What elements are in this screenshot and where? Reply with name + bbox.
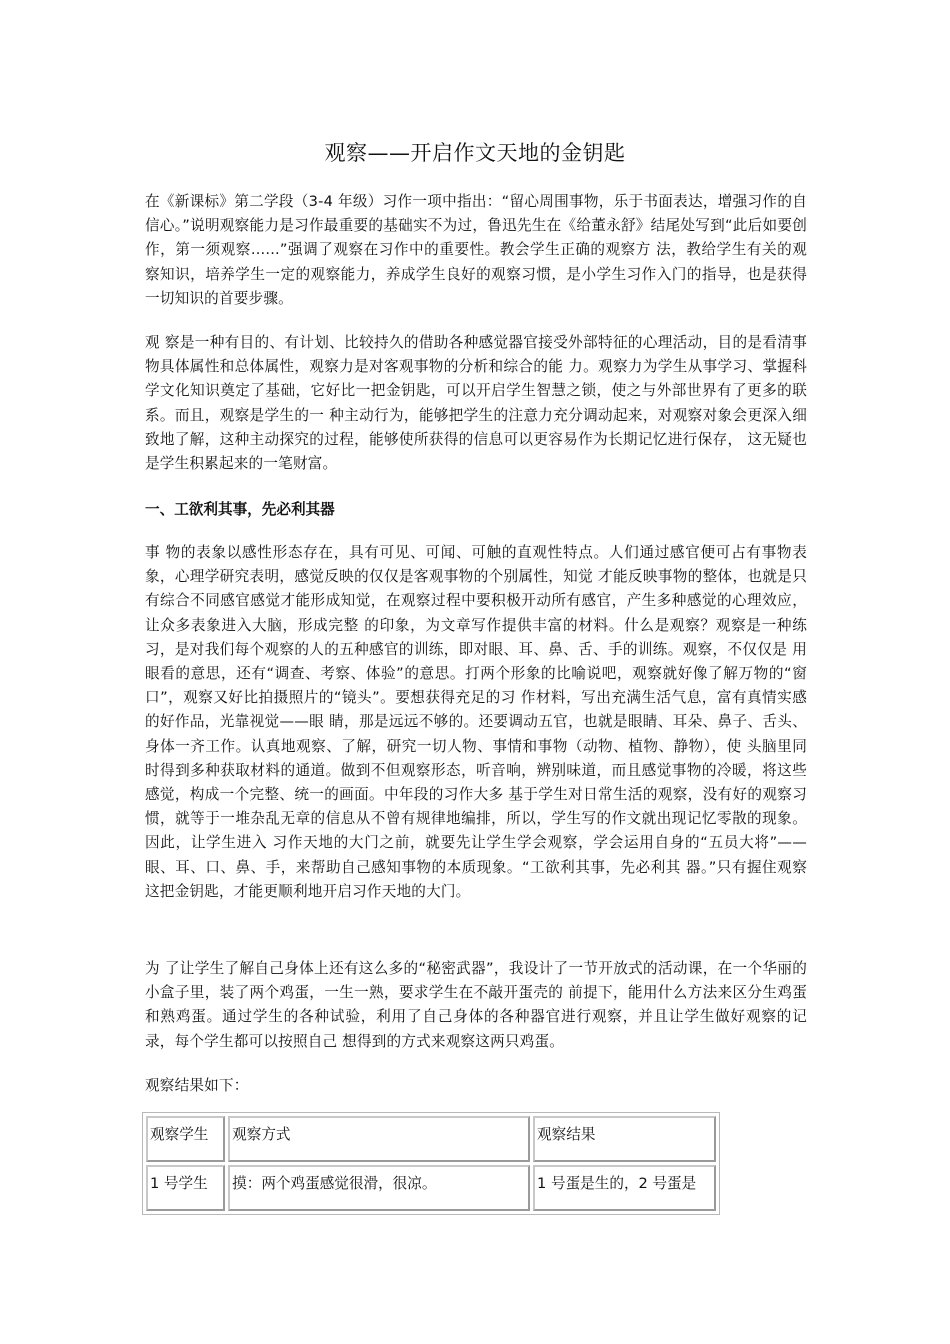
intro-paragraph-2: 观 察是一种有目的、有计划、比较持久的借助各种感觉器官接受外部特征的心理活动，目的是看清事物具体属性和总体属性，观察力是对客观事物的分析和综合的能 力。观察力为学生从事学习、掌握科学文化知识奠定了基础，它好比一把金钥匙，可以开启学生智慧之锁，使之与外部世界有了更多的联系。而且，观察是学生的一 种主动行为，能够把学生的注意力充分调动起来，对观察对象会更深入细致地了解，这种主动探究的过程，能够使所获得的信息可以更容易作为长期记忆进行保存， 这无疑也是学生积累起来的一笔财富。 [145, 334, 807, 473]
section-paragraph-2: 为 了让学生了解自己身体上还有这么多的“秘密武器”，我设计了一节开放式的活动课，在一个华丽的小盒子里，装了两个鸡蛋，一生一熟，要求学生在不敲开蛋壳的 前提下，能用什么方法来区分生鸡蛋和熟鸡蛋。通过学生的各种试验，利用了自己身体的各种器官进行观察，并且让学生做好观察的记录，每个学生都可以按照自己 想得到的方式来观察这两只鸡蛋。 [145, 960, 807, 1050]
observation-results-table [142, 1112, 720, 1215]
table-row [146, 1165, 716, 1211]
table-header-cell: 观察方式 [228, 1116, 530, 1162]
table-header-cell: 观察结果 [533, 1116, 716, 1162]
table-cell: 摸：两个鸡蛋感觉很滑，很凉。 [228, 1165, 530, 1211]
document-title: 观察——开启作文天地的金钥匙 [324, 141, 626, 165]
table-cell: 1 号学生 [146, 1165, 225, 1211]
table-header-row [146, 1116, 716, 1162]
section-heading: 一、工欲利其事，先必利其器 [145, 501, 335, 518]
results-intro: 观察结果如下： [145, 1077, 249, 1094]
intro-paragraph-1: 在《新课标》第二学段（3-4 年级）习作一项中指出：“留心周围事物，乐于书面表达，增强习作的自信心。”说明观察能力是习作最重要的基础实不为过，鲁迅先生在《给董永舒》结尾处写到“此后如要创作，第一须观察......”强调了观察在习作中的重要性。教会学生正确的观察方 法，教给学生有关的观察知识，培养学生一定的观察能力，养成学生良好的观察习惯，是小学生习作入门的指导，也是获得一切知识的首要步骤。 [145, 193, 807, 307]
table-cell: 1 号蛋是生的，2 号蛋是 [533, 1165, 716, 1211]
section-paragraph-1: 事 物的表象以感性形态存在，具有可见、可闻、可触的直观性特点。人们通过感官便可占有事物表象，心理学研究表明，感觉反映的仅仅是客观事物的个别属性，知觉 才能反映事物的整体，也就是只有综合不同感官感觉才能形成知觉，在观察过程中要积极开动所有感官，产生多种感觉的心理效应，让众多表象进入大脑，形成完整 的印象，为文章写作提供丰富的材料。什么是观察？观察是一种练习，是对我们每个观察的人的五种感官的训练，即对眼、耳、鼻、舌、手的训练。观察，不仅仅是 用眼看的意思，还有“调查、考察、体验”的意思。打两个形象的比喻说吧，观察就好像了解万物的“窗口”，观察又好比拍摄照片的“镜头”。要想获得充足的习 作材料，写出充满生活气息，富有真情实感的好作品，光靠视觉——眼 睛，那是远远不够的。还要调动五官，也就是眼睛、耳朵、鼻子、舌头、身体一齐工作。认真地观察、了解，研究一切人物、事情和事物（动物、植物、静物），使 头脑里同时得到多种获取材料的通道。做到不但观察形态，听音响，辨别味道，而且感觉事物的冷暖，将这些感觉，构成一个完整、统一的画面。中年段的习作大多 基于学生对日常生活的观察，没有好的观察习惯，就等于一堆杂乱无章的信息从不曾有规律地编排，所以，学生写的作文就出现记忆零散的现象。因此，让学生进入 习作天地的大门之前，就要先让学生学会观察，学会运用自身的“五员大将”——眼、耳、口、鼻、手，来帮助自己感知事物的本质现象。“工欲利其事，先必利其 器。”只有握住观察这把金钥匙，才能更顺利地开启习作天地的大门。 [145, 544, 807, 900]
table-header-cell: 观察学生 [146, 1116, 225, 1162]
